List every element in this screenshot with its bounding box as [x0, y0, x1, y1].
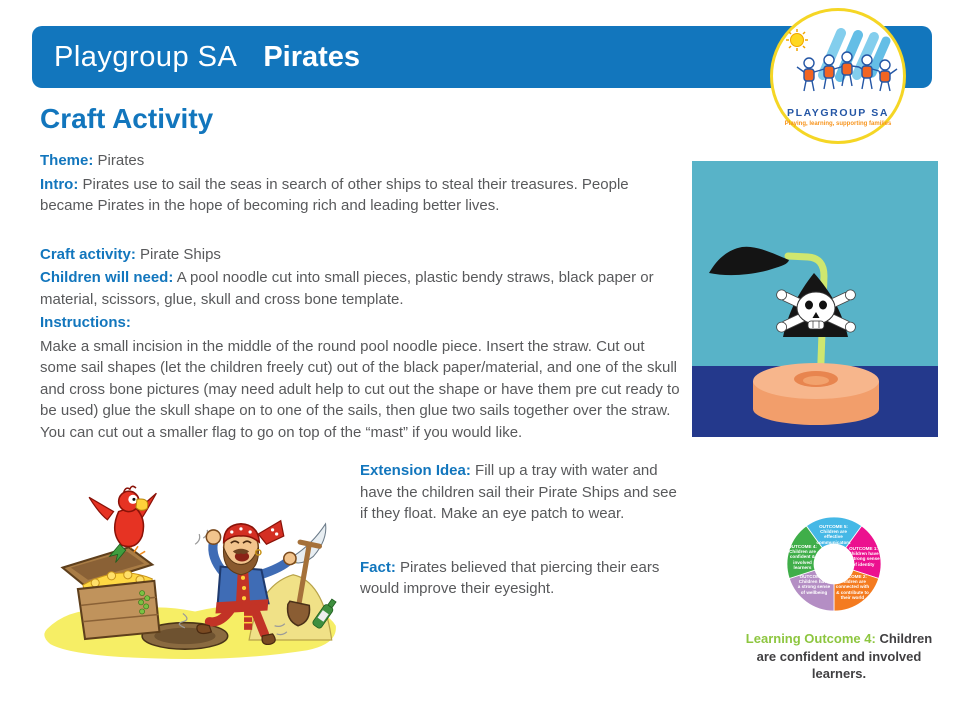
logo-children-drawing [783, 27, 899, 95]
pirate-cartoon-illustration [32, 450, 348, 670]
fact-text: Pirates believed that piercing their ears would improve their eyesight. [360, 558, 660, 597]
side-text-column [360, 460, 680, 600]
wheel-label-outcome3: OUTCOME 3: Children have a strong sense of wellbeing [797, 574, 831, 595]
wheel-label-outcome2: OUTCOME 2: Children are connected with & contribute to their world [835, 574, 870, 600]
pool-noodle [753, 363, 879, 425]
fact-label: Fact: [360, 558, 396, 576]
wheel-label-outcome1: OUTCOME 1: Children have a strong sense of identity [847, 546, 880, 567]
intro-paragraph [40, 174, 682, 217]
learning-outcome-caption-text: Children are confident and involved learners. [756, 631, 933, 681]
wheel-label-outcome5: OUTCOME 5: Children are effective communicators [816, 524, 851, 545]
extension-idea-text: Fill up a tray with water and have the children sail their Pirate Ships and see if they float. Make an eye patch to wear. [360, 462, 677, 522]
learning-outcome-caption [738, 630, 940, 683]
page-title: Craft Activity [40, 103, 214, 134]
intro-label: Intro: [40, 175, 79, 193]
craft-activity-text: Pirate Ships [140, 245, 221, 263]
theme-text: Pirates [97, 152, 145, 169]
brand-name: Playgroup SA [54, 40, 238, 73]
logo-wordmark: PLAYGROUP SA [786, 107, 890, 119]
theme-label: Theme: [40, 152, 94, 169]
sun-icon [786, 29, 808, 51]
playgroup-sa-logo [770, 8, 906, 144]
topic-title: Pirates [263, 40, 361, 73]
instructions-label: Instructions: [40, 314, 131, 331]
main-text-column [40, 150, 682, 443]
extension-idea-label: Extension Idea: [360, 462, 471, 479]
logo-tagline: Playing, learning, supporting families [784, 121, 892, 127]
theme-line [40, 150, 682, 172]
craft-activity-label: Craft activity: [40, 245, 136, 263]
children-will-need-label: Children will need: [40, 269, 174, 286]
learning-outcomes-wheel [786, 516, 882, 612]
learning-outcome-caption-highlight: Learning Outcome 4: [745, 631, 876, 646]
children-will-need-paragraph [40, 267, 682, 310]
pirate-ship-craft-photo [692, 161, 938, 437]
craft-activity-line [40, 244, 682, 266]
fact-paragraph [360, 557, 680, 600]
wheel-label-outcome4: OUTCOME 4: Children are confident & involved learners [788, 544, 817, 570]
intro-text: Pirates use to sail the seas in search of other ships to steal their treasures. People became Pirates in the hope of becoming rich and leading better lives. [40, 175, 629, 214]
children-will-need-text: A pool noodle cut into small pieces, plastic bendy straws, black paper or material, scissors, glue, skull and cross bone template. [40, 269, 654, 308]
parrot [89, 486, 156, 562]
extension-idea-paragraph [360, 460, 680, 525]
instructions-paragraph: Make a small incision in the middle of the round pool noodle piece. Insert the straw. Cut out some sail shapes (let the children freely cut) out of the black paper/material, and one of the skull and cross bone pictures (may need adult help to cut out the shape or have them pre cut ready to be used) glue the skull shape on to one of the sails, then glue two sails together over the straw. You can cut out a smaller flag to go on top of the “mast” if you would like. [40, 337, 680, 441]
